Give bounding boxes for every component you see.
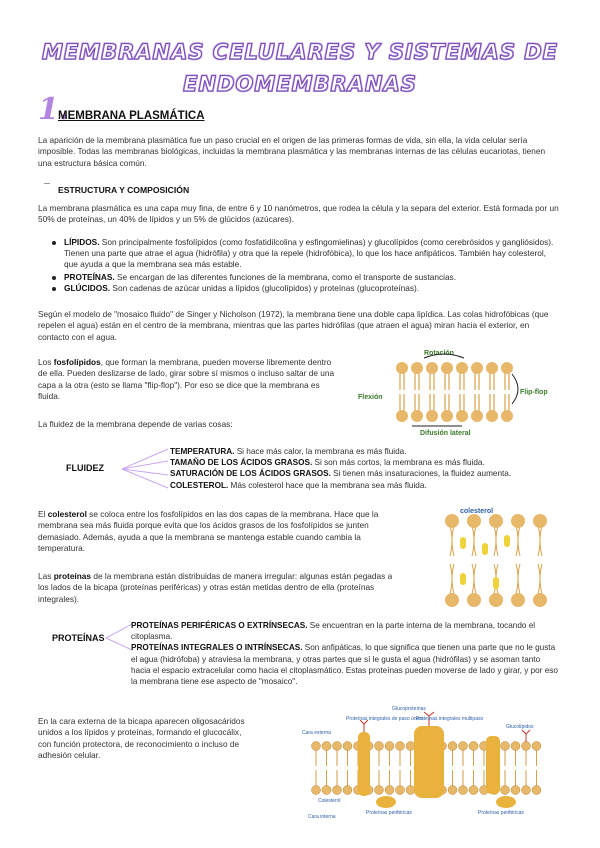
- bullet-glucids: [52, 283, 562, 294]
- subheading-dash: [44, 183, 50, 184]
- lipid-head: [411, 410, 423, 422]
- lipid-head: [375, 742, 384, 751]
- bullet-text: Son principalmente fosfolípidos (como fosfatidilcolina y esfingomielinas) y glucolípidos (como cerebrósidos y gangliósidos). Tienen una parte que atrae el agua (hidrófila) y otra que la repele (hidrofóbica), lo que los hace anfipáticos. También hay colesterol, que ayuda a que la membrana sea más estable.: [64, 237, 554, 270]
- phospholipid-text: [38, 357, 338, 403]
- lipid-head: [343, 786, 352, 795]
- lipid-tail: [474, 564, 476, 594]
- bullet-dot: [52, 276, 56, 280]
- lipid-head: [322, 786, 331, 795]
- membrane-mosaic-figure: [296, 702, 558, 824]
- cholesterol-figure: [440, 504, 552, 616]
- lipid-tail: [518, 526, 520, 556]
- lipid-head: [445, 593, 459, 607]
- lipid-tail: [452, 564, 454, 594]
- lipid-head: [441, 362, 453, 374]
- lipid-head: [375, 786, 384, 795]
- item-text: Si tienen más insaturaciones, la fluidez aumenta.: [330, 469, 512, 479]
- glycocalyx-text: En la cara externa de la bicapa aparecen oligosacáridos unidos a los lípidos y proteínas, formando el glucocálix, con función protectora, de reconocimiento o incluso de adhesión celular.: [38, 716, 245, 761]
- phospho-body: , que forman la membrana, pueden moverse libremente dentro de ella. Pueden deslizarse de lado, girar sobre sí mismos o incluso saltar de una capa a la otra (esto se llama "flip-flop"). Por eso se dice que la membrana es fluida.: [38, 357, 335, 402]
- item-term: PROTEÍNAS INTEGRALES O INTRÍNSECAS.: [131, 643, 303, 653]
- integral-protein: [486, 736, 500, 794]
- lipid-head: [441, 410, 453, 422]
- lipid-head: [426, 410, 438, 422]
- lipid-head: [533, 593, 547, 607]
- fig-inner-face: Cara interna: [308, 814, 336, 820]
- fig-outer-face: Cara externa: [302, 730, 331, 736]
- prot-body: de la membrana están distribuidas de manera irregular: algunas están pegadas a los lados de la bicapa (proteínas periféricas) y otras están metidas dentro de ella (proteínas integrales).: [38, 571, 393, 604]
- item-text: Si hace más calor, la membrana es más fluida.: [234, 447, 407, 456]
- prot-term: proteínas: [53, 571, 92, 581]
- lipid-tail: [540, 526, 542, 556]
- fig-peripheral-2: Proteínas periféricas: [478, 810, 524, 816]
- lipid-head: [469, 742, 478, 751]
- bullet-text: Son cadenas de azúcar unidas a lípidos (glucolípidos) y proteínas (glucoproteínas).: [110, 282, 420, 293]
- lipid-head: [411, 362, 423, 374]
- fig-cholesterol-label: colesterol: [460, 508, 494, 515]
- fluidity-item: [170, 468, 570, 479]
- phospholipid-movement-figure: [352, 344, 562, 439]
- item-term: TAMAÑO DE LOS ÁCIDOS GRASOS.: [170, 458, 313, 468]
- lipid-head: [459, 786, 468, 795]
- item-term: PROTEÍNAS PERIFÉRICAS O EXTRÍNSECAS.: [131, 621, 308, 630]
- lipid-head: [471, 362, 483, 374]
- bullet-text: Se encargan de las diferentes funciones de la membrana, como el transporte de sustancias.: [114, 271, 457, 282]
- lipid-head: [406, 786, 415, 795]
- lipid-head: [385, 742, 394, 751]
- bullet-term: GLÚCIDOS.: [64, 282, 111, 293]
- cholesterol-molecule: [504, 535, 510, 547]
- fluidity-item: [170, 480, 570, 491]
- lipid-tail: [518, 564, 520, 594]
- glycan-chain: [522, 730, 530, 742]
- fig-cholesterol: Colesterol: [318, 798, 341, 804]
- lipid-head: [501, 410, 513, 422]
- fig-diffusion-label: Difusión lateral: [420, 430, 471, 437]
- proteins-bracket: [104, 620, 134, 660]
- lipid-head: [532, 786, 541, 795]
- integral-protein: [358, 732, 370, 796]
- fig-glucoproteins: Glucoproteínas: [392, 706, 426, 712]
- lipid-head: [501, 362, 513, 374]
- lipid-head: [322, 742, 331, 751]
- fig-glycolipids: Glucolípidos: [506, 724, 534, 730]
- cholesterol-molecule: [482, 543, 488, 555]
- lipid-head: [385, 786, 394, 795]
- chol-body: se coloca entre los fosfolípidos en las dos capas de la membrana. Hace que la membrana sea más fluida porque evita que los ácidos grasos de los fosfolípidos se junten demasiado. Además, ayuda a que la membrana se mantenga estable cuando cambia la temperatura.: [38, 509, 379, 554]
- lipid-head: [511, 742, 520, 751]
- lipid-head: [486, 362, 498, 374]
- lipid-head: [312, 742, 321, 751]
- lipid-head: [501, 786, 510, 795]
- bullet-term: PROTEÍNAS.: [64, 271, 115, 282]
- item-text: Son anfipáticas, lo que significa que tienen una parte que no le gusta el agua (hidrófoba) y atraviesa la membrana, y otras partes que sí le gusta el agua (hidrófilas) y se asoman tanto hacia el espacio extracelular como hacia el citoplasmático. Estas proteínas pueden moverse de lado y girar, y por eso la membrana tiene ese aspecto de "mosaico".: [131, 643, 558, 687]
- fig-integral-multi: Proteínas integrales multipaso: [416, 716, 484, 722]
- lipid-head: [501, 742, 510, 751]
- fluidity-bracket: [120, 446, 170, 496]
- chol-pre: El: [38, 509, 48, 519]
- lipid-head: [489, 514, 503, 528]
- lipid-head: [467, 593, 481, 607]
- proteins-label: PROTEÍNAS: [52, 633, 105, 643]
- lipid-head: [522, 742, 531, 751]
- bullet-lipids: [52, 237, 562, 271]
- lipid-tail: [496, 526, 498, 556]
- cholesterol-text: [38, 509, 396, 555]
- cholesterol-molecule: [460, 573, 466, 585]
- lipid-head: [312, 786, 321, 795]
- fig-flexion-label: Flexión: [358, 394, 383, 401]
- proteins-item-integral: [131, 642, 561, 687]
- lipid-head: [333, 786, 342, 795]
- prot-pre: Las: [38, 571, 54, 581]
- bullet-proteins: [52, 272, 562, 283]
- page-title-line1: MEMBRANAS CELULARES Y SISTEMAS DE: [41, 40, 559, 64]
- lipid-tail: [540, 564, 542, 594]
- section-heading: MEMBRANA PLASMÁTICA: [58, 110, 205, 122]
- fluidity-label: FLUIDEZ: [66, 463, 104, 473]
- lipid-head: [396, 786, 405, 795]
- multipass-protein: [414, 726, 444, 798]
- peripheral-protein: [376, 796, 396, 808]
- fluidity-item: [170, 457, 570, 468]
- fluidity-item: [170, 446, 570, 457]
- lipid-head: [456, 410, 468, 422]
- item-term: SATURACIÓN DE LOS ÁCIDOS GRASOS.: [170, 469, 331, 479]
- lipid-head: [486, 410, 498, 422]
- proteins-list: [131, 620, 561, 687]
- lipid-head: [445, 514, 459, 528]
- structure-heading: ESTRUCTURA Y COMPOSICIÓN: [58, 185, 190, 195]
- page-title-line2: ENDOMEMBRANAS: [183, 72, 417, 96]
- intro-paragraph: La aparición de la membrana plasmática fue un paso crucial en el origen de las primeras formas de vida, sin ella, la vida celular sería imposible. Todas las membranas biológicas, incluidas la membrana plasmática y las membranas internas de las células eucariotas, tienen una estructura básica común.: [38, 135, 546, 168]
- lipid-tail: [452, 526, 454, 556]
- lipid-head: [532, 742, 541, 751]
- proteins-text: [38, 571, 398, 605]
- lipid-head: [396, 410, 408, 422]
- lipid-head: [511, 514, 525, 528]
- lipid-head: [471, 410, 483, 422]
- fluidity-list: [170, 446, 570, 491]
- structure-text: La membrana plasmática es una capa muy fina, de entre 6 y 10 nanómetros, que rodea la célula y la separa del exterior. Está formada por un 50% de proteínas, un 40% de lípidos y un 5% de glúcidos (azúcares).: [38, 203, 559, 225]
- lipid-head: [448, 742, 457, 751]
- lipid-head: [522, 786, 531, 795]
- lipid-head: [448, 786, 457, 795]
- item-text: Más colesterol hace que la membrana sea más fluida.: [228, 480, 427, 490]
- flipflop-arrow: [512, 374, 518, 404]
- fig-integral-single: Proteínas integrales de paso único: [346, 716, 423, 722]
- lipid-head: [459, 742, 468, 751]
- lipid-head: [456, 362, 468, 374]
- fluidity-intro: La fluidez de la membrana depende de varias cosas:: [38, 419, 233, 429]
- lipid-head: [469, 786, 478, 795]
- cholesterol-molecule: [493, 577, 499, 589]
- item-text: Se encuentran en la parte interna de la membrana, tocando el citoplasma.: [131, 621, 536, 642]
- lipid-head: [489, 593, 503, 607]
- bullet-dot: [52, 287, 56, 291]
- bullet-term: LÍPIDOS.: [64, 237, 100, 247]
- section-number: 1.: [38, 92, 70, 127]
- lipid-head: [396, 362, 408, 374]
- proteins-item-peripheral: [131, 620, 561, 642]
- lipid-head: [406, 742, 415, 751]
- phospho-pre: Los: [38, 357, 54, 367]
- cholesterol-molecule: [460, 537, 466, 549]
- lipid-head: [511, 786, 520, 795]
- chol-term: colesterol: [47, 509, 87, 519]
- bilayer-lipids: [396, 362, 513, 422]
- item-term: COLESTEROL.: [170, 480, 229, 490]
- bullet-dot: [52, 241, 56, 245]
- fig-rotation-label: Rotación: [424, 350, 454, 357]
- item-term: TEMPERATURA.: [170, 447, 235, 456]
- peripheral-protein: [496, 796, 516, 808]
- item-text: Si son más cortos, la membrana es más fluida.: [312, 458, 485, 468]
- lipid-head: [533, 514, 547, 528]
- lipid-head: [396, 742, 405, 751]
- lipid-head: [333, 742, 342, 751]
- lipid-tail: [474, 526, 476, 556]
- fig-flipflop-label: Flip-flop: [520, 389, 548, 396]
- lipid-head: [511, 593, 525, 607]
- lipid-head: [426, 362, 438, 374]
- phospho-term: fosfolípidos: [53, 357, 101, 367]
- model-text: Según el modelo de "mosaico fluido" de Singer y Nicholson (1972), la membrana tiene una doble capa lipídica. Las colas hidrofóbicas (que repelen el agua) están en el centro de la membrana, mientras que las partes hidrófilas (que atraen el agua) miran hacia el exterior, en contacto con el agua.: [38, 309, 549, 342]
- lipid-head: [467, 514, 481, 528]
- lipid-head: [343, 742, 352, 751]
- composition-list: [52, 237, 562, 294]
- fig-peripheral-1: Proteínas periféricas: [366, 810, 412, 816]
